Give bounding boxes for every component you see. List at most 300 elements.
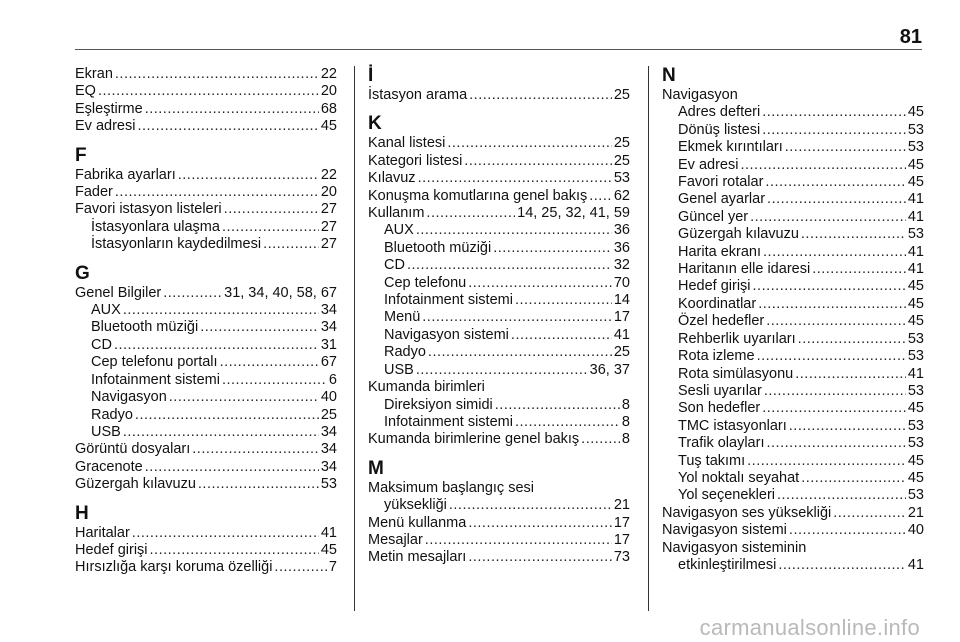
entry-label: Kullanım bbox=[368, 205, 425, 222]
page-reference: 32 bbox=[613, 257, 630, 274]
index-entry bbox=[75, 184, 337, 201]
entry-label: Ekran bbox=[75, 66, 113, 82]
dot-leader bbox=[789, 418, 906, 435]
entry-label: Bluetooth müziği bbox=[91, 319, 199, 336]
page-reference: 45 bbox=[907, 400, 924, 417]
page-reference: 41 bbox=[907, 365, 924, 382]
dot-leader bbox=[795, 366, 906, 383]
dot-leader bbox=[798, 331, 906, 348]
dot-leader bbox=[778, 557, 906, 574]
index-entry bbox=[662, 522, 924, 539]
entry-label: Kanal listesi bbox=[368, 135, 446, 152]
page-reference: 25 bbox=[613, 135, 630, 152]
index-subentry bbox=[662, 261, 924, 278]
dot-leader bbox=[145, 101, 319, 118]
index-entry bbox=[75, 101, 337, 118]
section-letter: M bbox=[368, 457, 384, 479]
index-heading: Navigasyon bbox=[662, 87, 738, 103]
page-reference: 41 bbox=[907, 243, 924, 260]
page-reference: 34 bbox=[320, 302, 337, 319]
dot-leader bbox=[220, 354, 319, 371]
index-entry bbox=[368, 135, 630, 152]
index-entry bbox=[75, 559, 337, 576]
entry-label: AUX bbox=[384, 222, 414, 239]
index-subentry bbox=[662, 366, 924, 383]
index-subentry bbox=[662, 487, 924, 504]
page-reference: 45 bbox=[907, 452, 924, 469]
index-subentry bbox=[75, 372, 337, 389]
dot-leader bbox=[115, 66, 319, 83]
index-subentry bbox=[662, 400, 924, 417]
index-subentry bbox=[75, 219, 337, 236]
page-reference: 8 bbox=[621, 396, 630, 413]
page-reference: 53 bbox=[907, 435, 924, 452]
index-entry bbox=[75, 285, 337, 302]
page-reference: 25 bbox=[613, 87, 630, 103]
dot-leader bbox=[766, 313, 906, 330]
entry-label: Navigasyon sistemi bbox=[384, 326, 509, 343]
header-rule bbox=[75, 49, 922, 50]
index-entry bbox=[662, 505, 924, 522]
index-entry bbox=[75, 459, 337, 476]
index-subentry bbox=[662, 139, 924, 156]
page-reference: 25 bbox=[320, 406, 337, 423]
entry-label: Navigasyon ses yüksekliği bbox=[662, 504, 832, 521]
index-entry bbox=[368, 431, 630, 448]
index-heading: Navigasyon sisteminin bbox=[662, 539, 807, 556]
dot-leader bbox=[426, 205, 515, 222]
dot-leader bbox=[192, 441, 319, 458]
page-reference: 45 bbox=[907, 295, 924, 312]
section-letter: K bbox=[368, 113, 382, 135]
index-subentry bbox=[75, 236, 337, 253]
page-reference: 53 bbox=[907, 226, 924, 243]
index-subentry bbox=[662, 244, 924, 261]
page-reference: 53 bbox=[907, 121, 924, 138]
entry-label: Hırsızlığa karşı koruma özelliği bbox=[75, 559, 273, 576]
index-column-3 bbox=[662, 66, 924, 574]
entry-label: Güzergah kılavuzu bbox=[75, 476, 196, 493]
entry-label: Fader bbox=[75, 184, 113, 201]
entry-label: Favori istasyon listeleri bbox=[75, 201, 222, 218]
watermark: carmanualsonline.info bbox=[699, 615, 920, 640]
entry-label: Direksiyon simidi bbox=[384, 396, 493, 413]
entry-label: CD bbox=[384, 257, 405, 274]
index-subentry bbox=[368, 275, 630, 292]
index-subentry bbox=[368, 327, 630, 344]
entry-label: Gracenote bbox=[75, 458, 143, 475]
dot-leader bbox=[263, 236, 319, 253]
entry-label: Eşleştirme bbox=[75, 100, 143, 117]
page-reference: 45 bbox=[320, 118, 337, 135]
dot-leader bbox=[222, 219, 319, 236]
entry-label: Mesajlar bbox=[368, 531, 423, 548]
page-reference: 17 bbox=[613, 531, 630, 548]
page-reference: 31 bbox=[320, 336, 337, 353]
page-reference: 53 bbox=[907, 417, 924, 434]
page-reference: 20 bbox=[320, 184, 337, 201]
dot-leader bbox=[150, 542, 319, 559]
entry-label: Genel Bilgiler bbox=[75, 284, 162, 301]
dot-leader bbox=[515, 292, 612, 309]
dot-leader bbox=[767, 191, 906, 208]
index-entry bbox=[368, 205, 630, 222]
page-reference: 41 bbox=[320, 524, 337, 541]
page-reference: 53 bbox=[613, 170, 630, 187]
column-divider bbox=[648, 66, 649, 611]
index-subentry bbox=[662, 313, 924, 330]
page-reference: 34 bbox=[320, 441, 337, 458]
entry-label: Tuş takımı bbox=[678, 452, 746, 469]
index-subentry bbox=[662, 470, 924, 487]
index-subentry bbox=[662, 174, 924, 191]
entry-label: EQ bbox=[75, 83, 96, 100]
entry-label: Kategori listesi bbox=[368, 152, 463, 169]
section-letter: F bbox=[75, 144, 87, 166]
index-entry bbox=[75, 66, 337, 83]
page-reference: 53 bbox=[907, 487, 924, 504]
index-entry bbox=[75, 542, 337, 559]
dot-leader bbox=[123, 424, 319, 441]
entry-label: USB bbox=[384, 361, 414, 378]
index-entry bbox=[75, 441, 337, 458]
dot-leader bbox=[511, 327, 612, 344]
page-reference: 22 bbox=[320, 166, 337, 183]
index-column-2 bbox=[368, 66, 630, 567]
page-reference: 73 bbox=[613, 549, 630, 566]
index-subentry bbox=[368, 222, 630, 239]
index-entry bbox=[75, 525, 337, 542]
page-reference: 17 bbox=[613, 309, 630, 326]
index-entry bbox=[368, 153, 630, 170]
index-entry bbox=[75, 476, 337, 493]
section-letter: N bbox=[662, 65, 676, 86]
dot-leader bbox=[464, 153, 612, 170]
entry-label: Haritalar bbox=[75, 524, 130, 541]
dot-leader bbox=[589, 188, 612, 205]
entry-label: Özel hedefler bbox=[678, 313, 765, 330]
entry-label: Infotainment sistemi bbox=[384, 292, 513, 309]
index-subentry bbox=[662, 104, 924, 121]
entry-label: Trafik olayları bbox=[678, 435, 765, 452]
page-reference: 8 bbox=[621, 413, 630, 430]
entry-label: Cep telefonu portalı bbox=[91, 354, 218, 371]
entry-label: Fabrika ayarları bbox=[75, 166, 176, 183]
page-reference: 53 bbox=[907, 330, 924, 347]
dot-leader bbox=[801, 226, 906, 243]
index-subentry bbox=[662, 157, 924, 174]
index-subentry bbox=[368, 257, 630, 274]
index-subentry bbox=[368, 240, 630, 257]
dot-leader bbox=[762, 122, 906, 139]
dot-leader bbox=[115, 184, 319, 201]
dot-leader bbox=[833, 505, 906, 522]
entry-label: yüksekliği bbox=[384, 497, 447, 514]
dot-leader bbox=[163, 285, 222, 302]
dot-leader bbox=[764, 383, 906, 400]
entry-label: Koordinatlar bbox=[678, 295, 757, 312]
page-reference: 36 bbox=[613, 222, 630, 239]
page-reference: 62 bbox=[613, 187, 630, 204]
page-reference: 25 bbox=[613, 344, 630, 361]
entry-label: Cep telefonu bbox=[384, 274, 467, 291]
index-subentry bbox=[662, 383, 924, 400]
page-reference: 21 bbox=[907, 504, 924, 521]
entry-label: Hedef girişi bbox=[75, 541, 148, 558]
page-reference: 53 bbox=[907, 382, 924, 399]
dot-leader bbox=[416, 362, 588, 379]
entry-label: İstasyon arama bbox=[368, 87, 468, 103]
index-subentry bbox=[662, 278, 924, 295]
page-reference: 8 bbox=[621, 431, 630, 448]
dot-leader bbox=[762, 104, 906, 121]
index-entry bbox=[368, 188, 630, 205]
entry-label: İstasyonlara ulaşma bbox=[91, 218, 220, 235]
page-reference: 70 bbox=[613, 274, 630, 291]
dot-leader bbox=[222, 372, 327, 389]
page-reference: 53 bbox=[320, 476, 337, 493]
index-subentry bbox=[368, 292, 630, 309]
dot-leader bbox=[449, 497, 612, 514]
page-reference: 40 bbox=[320, 389, 337, 406]
entry-label: Güncel yer bbox=[678, 208, 749, 225]
page-reference: 20 bbox=[320, 83, 337, 100]
index-column-1 bbox=[75, 66, 337, 577]
dot-leader bbox=[763, 244, 906, 261]
entry-label: Radyo bbox=[91, 406, 133, 423]
page-reference: 36 bbox=[613, 239, 630, 256]
dot-leader bbox=[812, 261, 906, 278]
dot-leader bbox=[515, 414, 620, 431]
index-subentry bbox=[75, 319, 337, 336]
dot-leader bbox=[98, 83, 319, 100]
entry-label: Ev adresi bbox=[75, 118, 136, 135]
dot-leader bbox=[468, 549, 612, 566]
dot-leader bbox=[114, 337, 319, 354]
entry-label: Adres defteri bbox=[678, 104, 761, 121]
dot-leader bbox=[747, 453, 906, 470]
index-subentry bbox=[368, 414, 630, 431]
index-subentry bbox=[368, 397, 630, 414]
entry-label: Infotainment sistemi bbox=[91, 371, 220, 388]
page-reference: 31, 34, 40, 58, 67 bbox=[224, 284, 337, 301]
dot-leader bbox=[777, 487, 906, 504]
entry-label: etkinleştirilmesi bbox=[678, 556, 777, 573]
entry-label: Sesli uyarılar bbox=[678, 382, 762, 399]
page-reference: 53 bbox=[907, 348, 924, 365]
page-reference: 41 bbox=[907, 208, 924, 225]
entry-label: Dönüş listesi bbox=[678, 121, 761, 138]
dot-leader bbox=[123, 302, 319, 319]
dot-leader bbox=[740, 157, 905, 174]
index-entry bbox=[75, 83, 337, 100]
entry-label: İstasyonların kaydedilmesi bbox=[91, 236, 262, 253]
entry-label: Yol seçenekleri bbox=[678, 487, 775, 504]
entry-label: Radyo bbox=[384, 344, 426, 361]
index-entry bbox=[368, 549, 630, 566]
entry-label: Görüntü dosyaları bbox=[75, 441, 191, 458]
page-reference: 41 bbox=[613, 326, 630, 343]
entry-label: Konuşma komutlarına genel bakış bbox=[368, 187, 588, 204]
page-reference: 17 bbox=[613, 514, 630, 531]
dot-leader bbox=[137, 118, 318, 135]
page-reference: 45 bbox=[907, 104, 924, 121]
dot-leader bbox=[224, 201, 319, 218]
dot-leader bbox=[274, 559, 327, 576]
index-subentry bbox=[662, 209, 924, 226]
dot-leader bbox=[758, 296, 906, 313]
page-number: 81 bbox=[899, 26, 922, 48]
page-reference: 27 bbox=[320, 236, 337, 253]
dot-leader bbox=[428, 344, 612, 361]
index-subentry bbox=[662, 226, 924, 243]
index-subentry bbox=[368, 497, 630, 514]
page-reference: 14, 25, 32, 41, 59 bbox=[517, 205, 630, 222]
dot-leader bbox=[422, 309, 612, 326]
page-reference: 22 bbox=[320, 66, 337, 82]
page-reference: 27 bbox=[320, 218, 337, 235]
page-reference: 21 bbox=[613, 497, 630, 514]
page-reference: 41 bbox=[907, 556, 924, 573]
page-reference: 41 bbox=[907, 191, 924, 208]
page-reference: 53 bbox=[907, 139, 924, 156]
page-reference: 68 bbox=[320, 100, 337, 117]
section-letter: İ bbox=[368, 65, 374, 86]
page-reference: 34 bbox=[320, 319, 337, 336]
entry-label: Bluetooth müziği bbox=[384, 239, 492, 256]
entry-label: Menü bbox=[384, 309, 421, 326]
index-subentry bbox=[75, 424, 337, 441]
page-reference: 14 bbox=[613, 292, 630, 309]
index-entry bbox=[75, 167, 337, 184]
index-entry bbox=[368, 515, 630, 532]
entry-label: Ekmek kırıntıları bbox=[678, 139, 783, 156]
entry-label: Metin mesajları bbox=[368, 549, 467, 566]
dot-leader bbox=[145, 459, 319, 476]
dot-leader bbox=[581, 431, 620, 448]
index-subentry bbox=[662, 122, 924, 139]
entry-label: Kılavuz bbox=[368, 170, 416, 187]
page-reference: 45 bbox=[320, 541, 337, 558]
index-entry bbox=[75, 201, 337, 218]
entry-label: Kumanda birimlerine genel bakış bbox=[368, 431, 580, 448]
dot-leader bbox=[750, 209, 906, 226]
index-subentry bbox=[662, 418, 924, 435]
page-reference: 6 bbox=[328, 371, 337, 388]
index-subentry bbox=[75, 354, 337, 371]
dot-leader bbox=[762, 400, 906, 417]
index-heading: Maksimum başlangıç sesi bbox=[368, 479, 534, 496]
index-entry bbox=[368, 170, 630, 187]
column-divider bbox=[354, 66, 355, 611]
entry-label: Son hedefler bbox=[678, 400, 761, 417]
dot-leader bbox=[198, 476, 319, 493]
dot-leader bbox=[468, 275, 612, 292]
dot-leader bbox=[447, 135, 611, 152]
entry-label: Favori rotalar bbox=[678, 174, 764, 191]
page-reference: 45 bbox=[907, 313, 924, 330]
dot-leader bbox=[418, 170, 612, 187]
page-reference: 34 bbox=[320, 423, 337, 440]
section-letter: G bbox=[75, 262, 90, 284]
index-subentry bbox=[75, 337, 337, 354]
dot-leader bbox=[416, 222, 612, 239]
dot-leader bbox=[425, 532, 612, 549]
dot-leader bbox=[132, 525, 319, 542]
dot-leader bbox=[785, 139, 906, 156]
dot-leader bbox=[801, 470, 906, 487]
index-subentry bbox=[662, 557, 924, 574]
index-subentry bbox=[75, 302, 337, 319]
index-subentry bbox=[75, 389, 337, 406]
page-reference: 34 bbox=[320, 458, 337, 475]
page-reference: 45 bbox=[907, 278, 924, 295]
entry-label: Rehberlik uyarıları bbox=[678, 330, 796, 347]
entry-label: Ev adresi bbox=[678, 156, 739, 173]
entry-label: Hedef girişi bbox=[678, 278, 751, 295]
index-entry bbox=[75, 118, 337, 135]
index-subentry bbox=[662, 331, 924, 348]
dot-leader bbox=[169, 389, 319, 406]
index-subentry bbox=[368, 344, 630, 361]
entry-label: Haritanın elle idaresi bbox=[678, 261, 811, 278]
dot-leader bbox=[495, 397, 620, 414]
page-reference: 67 bbox=[320, 354, 337, 371]
dot-leader bbox=[766, 435, 905, 452]
section-letter: H bbox=[75, 502, 89, 524]
index-entry bbox=[368, 532, 630, 549]
entry-label: Menü kullanma bbox=[368, 514, 467, 531]
entry-label: Navigasyon sistemi bbox=[662, 522, 787, 539]
page-reference: 45 bbox=[907, 174, 924, 191]
page-reference: 45 bbox=[907, 156, 924, 173]
dot-leader bbox=[468, 515, 612, 532]
index-heading: Kumanda birimleri bbox=[368, 379, 485, 396]
index-subentry bbox=[662, 435, 924, 452]
entry-label: CD bbox=[91, 336, 112, 353]
entry-label: Rota izleme bbox=[678, 348, 755, 365]
page-reference: 7 bbox=[328, 559, 337, 576]
dot-leader bbox=[789, 522, 906, 539]
page-reference: 36, 37 bbox=[589, 361, 630, 378]
page-reference: 27 bbox=[320, 201, 337, 218]
entry-label: Navigasyon bbox=[91, 389, 167, 406]
index-subentry bbox=[662, 348, 924, 365]
entry-label: Harita ekranı bbox=[678, 243, 762, 260]
index-subentry bbox=[75, 407, 337, 424]
page-reference: 40 bbox=[907, 522, 924, 539]
entry-label: Infotainment sistemi bbox=[384, 413, 513, 430]
dot-leader bbox=[178, 167, 319, 184]
index-subentry bbox=[368, 309, 630, 326]
index-entry bbox=[368, 87, 630, 104]
dot-leader bbox=[493, 240, 612, 257]
dot-leader bbox=[753, 278, 906, 295]
dot-leader bbox=[765, 174, 905, 191]
dot-leader bbox=[200, 319, 319, 336]
page-reference: 45 bbox=[907, 469, 924, 486]
page-reference: 25 bbox=[613, 152, 630, 169]
entry-label: AUX bbox=[91, 302, 121, 319]
dot-leader bbox=[135, 407, 319, 424]
entry-label: Güzergah kılavuzu bbox=[678, 226, 799, 243]
entry-label: Genel ayarlar bbox=[678, 191, 766, 208]
dot-leader bbox=[407, 257, 612, 274]
entry-label: Rota simülasyonu bbox=[678, 365, 794, 382]
index-subentry bbox=[662, 296, 924, 313]
entry-label: TMC istasyonları bbox=[678, 417, 787, 434]
entry-label: USB bbox=[91, 423, 121, 440]
